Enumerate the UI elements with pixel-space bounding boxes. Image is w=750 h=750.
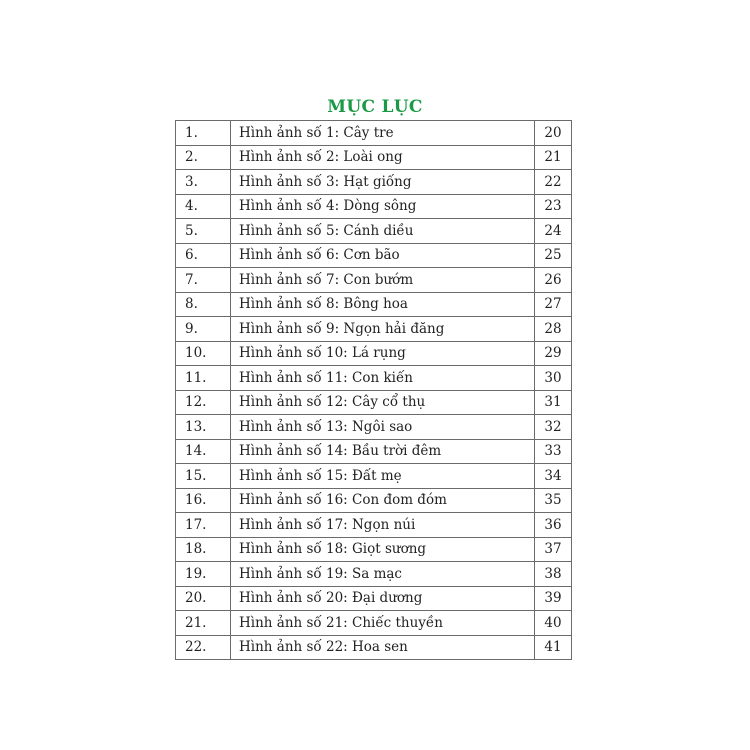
entry-page: 27 xyxy=(535,292,572,317)
entry-number: 18. xyxy=(176,537,231,562)
entry-number: 4. xyxy=(176,194,231,219)
toc-row xyxy=(176,145,572,170)
entry-title: Hình ảnh số 7: Con bướm xyxy=(231,268,535,293)
entry-number: 16. xyxy=(176,488,231,513)
entry-page: 32 xyxy=(535,415,572,440)
entry-number: 17. xyxy=(176,513,231,538)
toc-row xyxy=(176,243,572,268)
toc-row xyxy=(176,219,572,244)
toc-row xyxy=(176,317,572,342)
entry-number: 3. xyxy=(176,170,231,195)
toc-row xyxy=(176,390,572,415)
entry-number: 1. xyxy=(176,121,231,146)
entry-title: Hình ảnh số 5: Cánh diều xyxy=(231,219,535,244)
entry-number: 15. xyxy=(176,464,231,489)
entry-number: 6. xyxy=(176,243,231,268)
entry-title: Hình ảnh số 18: Giọt sương xyxy=(231,537,535,562)
entry-page: 21 xyxy=(535,145,572,170)
entry-title: Hình ảnh số 16: Con đom đóm xyxy=(231,488,535,513)
toc-body xyxy=(176,121,572,660)
entry-number: 20. xyxy=(176,586,231,611)
entry-title: Hình ảnh số 22: Hoa sen xyxy=(231,635,535,660)
toc-row xyxy=(176,488,572,513)
page-title: MỤC LỤC xyxy=(327,97,423,117)
entry-title: Hình ảnh số 3: Hạt giống xyxy=(231,170,535,195)
entry-page: 40 xyxy=(535,611,572,636)
toc-row xyxy=(176,268,572,293)
entry-title: Hình ảnh số 13: Ngôi sao xyxy=(231,415,535,440)
toc-row xyxy=(176,586,572,611)
toc-row xyxy=(176,464,572,489)
entry-title: Hình ảnh số 10: Lá rụng xyxy=(231,341,535,366)
entry-page: 39 xyxy=(535,586,572,611)
entry-title: Hình ảnh số 2: Loài ong xyxy=(231,145,535,170)
entry-number: 22. xyxy=(176,635,231,660)
entry-page: 38 xyxy=(535,562,572,587)
entry-page: 37 xyxy=(535,537,572,562)
toc-row xyxy=(176,562,572,587)
entry-page: 36 xyxy=(535,513,572,538)
entry-number: 7. xyxy=(176,268,231,293)
toc-row xyxy=(176,121,572,146)
entry-page: 24 xyxy=(535,219,572,244)
entry-title: Hình ảnh số 8: Bông hoa xyxy=(231,292,535,317)
entry-number: 5. xyxy=(176,219,231,244)
entry-number: 10. xyxy=(176,341,231,366)
entry-number: 14. xyxy=(176,439,231,464)
entry-number: 13. xyxy=(176,415,231,440)
entry-title: Hình ảnh số 9: Ngọn hải đăng xyxy=(231,317,535,342)
toc-row xyxy=(176,513,572,538)
toc-row xyxy=(176,415,572,440)
toc-row xyxy=(176,537,572,562)
entry-number: 21. xyxy=(176,611,231,636)
entry-title: Hình ảnh số 1: Cây tre xyxy=(231,121,535,146)
entry-title: Hình ảnh số 11: Con kiến xyxy=(231,366,535,391)
entry-page: 25 xyxy=(535,243,572,268)
toc-row xyxy=(176,366,572,391)
entry-page: 28 xyxy=(535,317,572,342)
entry-page: 41 xyxy=(535,635,572,660)
entry-page: 35 xyxy=(535,488,572,513)
entry-title: Hình ảnh số 4: Dòng sông xyxy=(231,194,535,219)
toc-row xyxy=(176,635,572,660)
entry-title: Hình ảnh số 6: Cơn bão xyxy=(231,243,535,268)
toc-row xyxy=(176,194,572,219)
toc-row xyxy=(176,341,572,366)
entry-number: 12. xyxy=(176,390,231,415)
entry-page: 22 xyxy=(535,170,572,195)
entry-page: 34 xyxy=(535,464,572,489)
entry-page: 20 xyxy=(535,121,572,146)
toc-row xyxy=(176,439,572,464)
entry-page: 23 xyxy=(535,194,572,219)
toc-row xyxy=(176,292,572,317)
entry-title: Hình ảnh số 17: Ngọn núi xyxy=(231,513,535,538)
entry-page: 26 xyxy=(535,268,572,293)
entry-number: 19. xyxy=(176,562,231,587)
toc-row xyxy=(176,611,572,636)
entry-page: 33 xyxy=(535,439,572,464)
entry-title: Hình ảnh số 14: Bầu trời đêm xyxy=(231,439,535,464)
entry-title: Hình ảnh số 21: Chiếc thuyền xyxy=(231,611,535,636)
entry-title: Hình ảnh số 19: Sa mạc xyxy=(231,562,535,587)
entry-page: 29 xyxy=(535,341,572,366)
entry-number: 11. xyxy=(176,366,231,391)
entry-number: 9. xyxy=(176,317,231,342)
toc-row xyxy=(176,170,572,195)
entry-title: Hình ảnh số 12: Cây cổ thụ xyxy=(231,390,535,415)
entry-title: Hình ảnh số 15: Đất mẹ xyxy=(231,464,535,489)
entry-number: 2. xyxy=(176,145,231,170)
entry-number: 8. xyxy=(176,292,231,317)
table-of-contents xyxy=(175,120,572,660)
entry-page: 31 xyxy=(535,390,572,415)
entry-page: 30 xyxy=(535,366,572,391)
entry-title: Hình ảnh số 20: Đại dương xyxy=(231,586,535,611)
